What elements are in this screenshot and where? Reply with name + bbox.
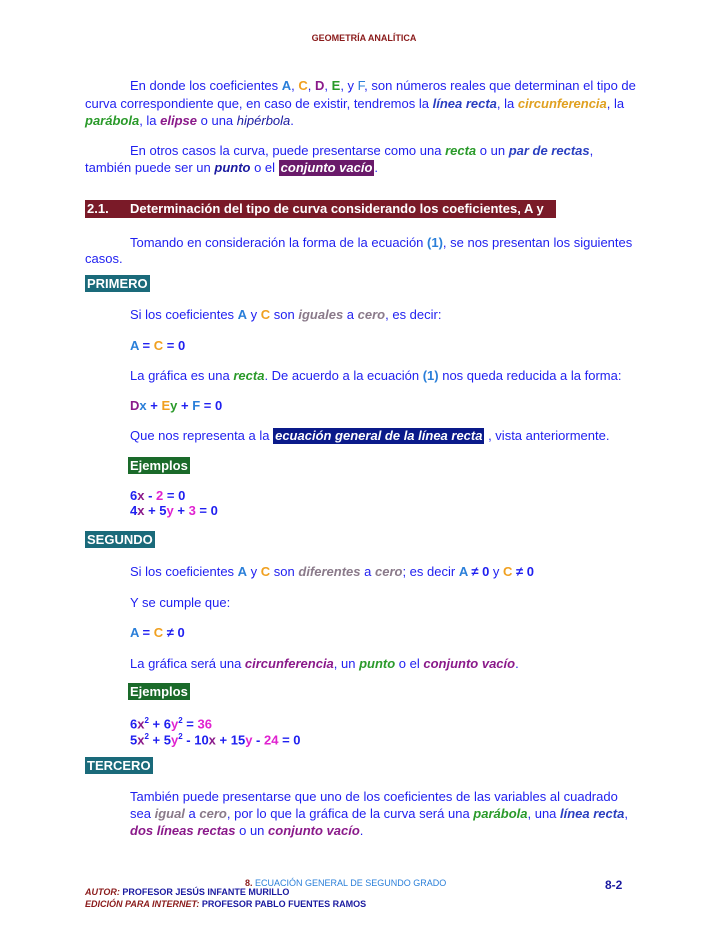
footer-chapter: 8. ECUACIÓN GENERAL DE SEGUNDO GRADO (245, 878, 447, 888)
intro-line-4: En otros casos la curva, puede presentarse como una recta o un par de rectas, (130, 143, 594, 158)
intro-line-1: En donde los coeficientes A, C, D, E, y F, son números reales que determinan el tipo de (130, 78, 636, 93)
segundo-example-2: $5x^2 + 5y^2 - 10x + 15y - 24 = 0$ (130, 732, 301, 748)
primero-label: PRIMERO (87, 276, 148, 291)
tercero-line-1: También puede presentarse que uno de los coeficientes de las variables al cuadrado (130, 789, 618, 804)
primero-condition: Si los coeficientes A y C son iguales a cero, es decir: (130, 307, 442, 322)
section-heading (85, 200, 556, 234)
primero-linear-form: Dx + Ey + F = 0 (130, 398, 223, 413)
segundo-equation: A = C ≠ 0 (130, 625, 185, 640)
section-title: Determinación del tipo de curva considerando los coeficientes, A y C (130, 201, 544, 234)
footer-edition: EDICIÓN PARA INTERNET: PROFESOR PABLO FUENTES RAMOS (85, 899, 367, 909)
section-intro-line-2: casos. (85, 251, 123, 266)
section-intro-line-1: Tomando en consideración la forma de la ecuación (1), se nos presentan los siguientes (130, 235, 633, 250)
primero-examples-label: Ejemplos (130, 458, 188, 473)
page-header: GEOMETRÍA ANALÍTICA (311, 33, 417, 43)
tercero-line-2: sea igual a cero, por lo que la gráfica de la curva será una parábola, una línea recta, (130, 806, 628, 821)
segundo-condition: Si los coeficientes A y C son diferentes a cero; es decir A ≠ 0 y C ≠ 0 (130, 564, 535, 579)
primero-equation: A = C = 0 (130, 338, 186, 353)
ecuacion-recta-highlight: ecuación general de la línea recta (275, 428, 483, 443)
primero-example-1: 6x - 2 = 0 (130, 488, 186, 503)
intro-line-5: también puede ser un punto o el conjunto vacío . (85, 160, 379, 175)
tercero-label: TERCERO (87, 758, 151, 773)
conjunto-vacio-highlight: conjunto vacío (280, 160, 373, 175)
tercero-line-3: dos líneas rectas o un conjunto vacío. (130, 823, 364, 838)
primero-represents: Que nos representa a la ecuación general de la línea recta , vista anteriormente. (130, 428, 610, 443)
intro-line-3: parábola, la elipse o una hipérbola. (85, 113, 294, 128)
primero-example-2: 4x + 5y + 3 = 0 (130, 503, 218, 518)
primero-graph: La gráfica es una recta. De acuerdo a la ecuación (1) nos queda reducida a la forma: (130, 368, 622, 383)
page-number: 8-2 (605, 878, 623, 892)
segundo-cumple: Y se cumple que: (130, 595, 231, 610)
footer-author: AUTOR: PROFESOR JESÚS INFANTE MURILLO (85, 887, 290, 897)
segundo-graph: La gráfica será una circunferencia, un punto o el conjunto vacío. (130, 656, 519, 671)
segundo-label: SEGUNDO (87, 532, 153, 547)
section-number: 2.1. (87, 201, 109, 216)
segundo-example-1: $6x^2 + 6y^2 = 36$ (130, 716, 212, 732)
intro-line-2: curva correspondiente que, en caso de existir, tendremos la línea recta, la circunferencia, la (85, 96, 625, 111)
segundo-examples-label: Ejemplos (130, 684, 188, 699)
